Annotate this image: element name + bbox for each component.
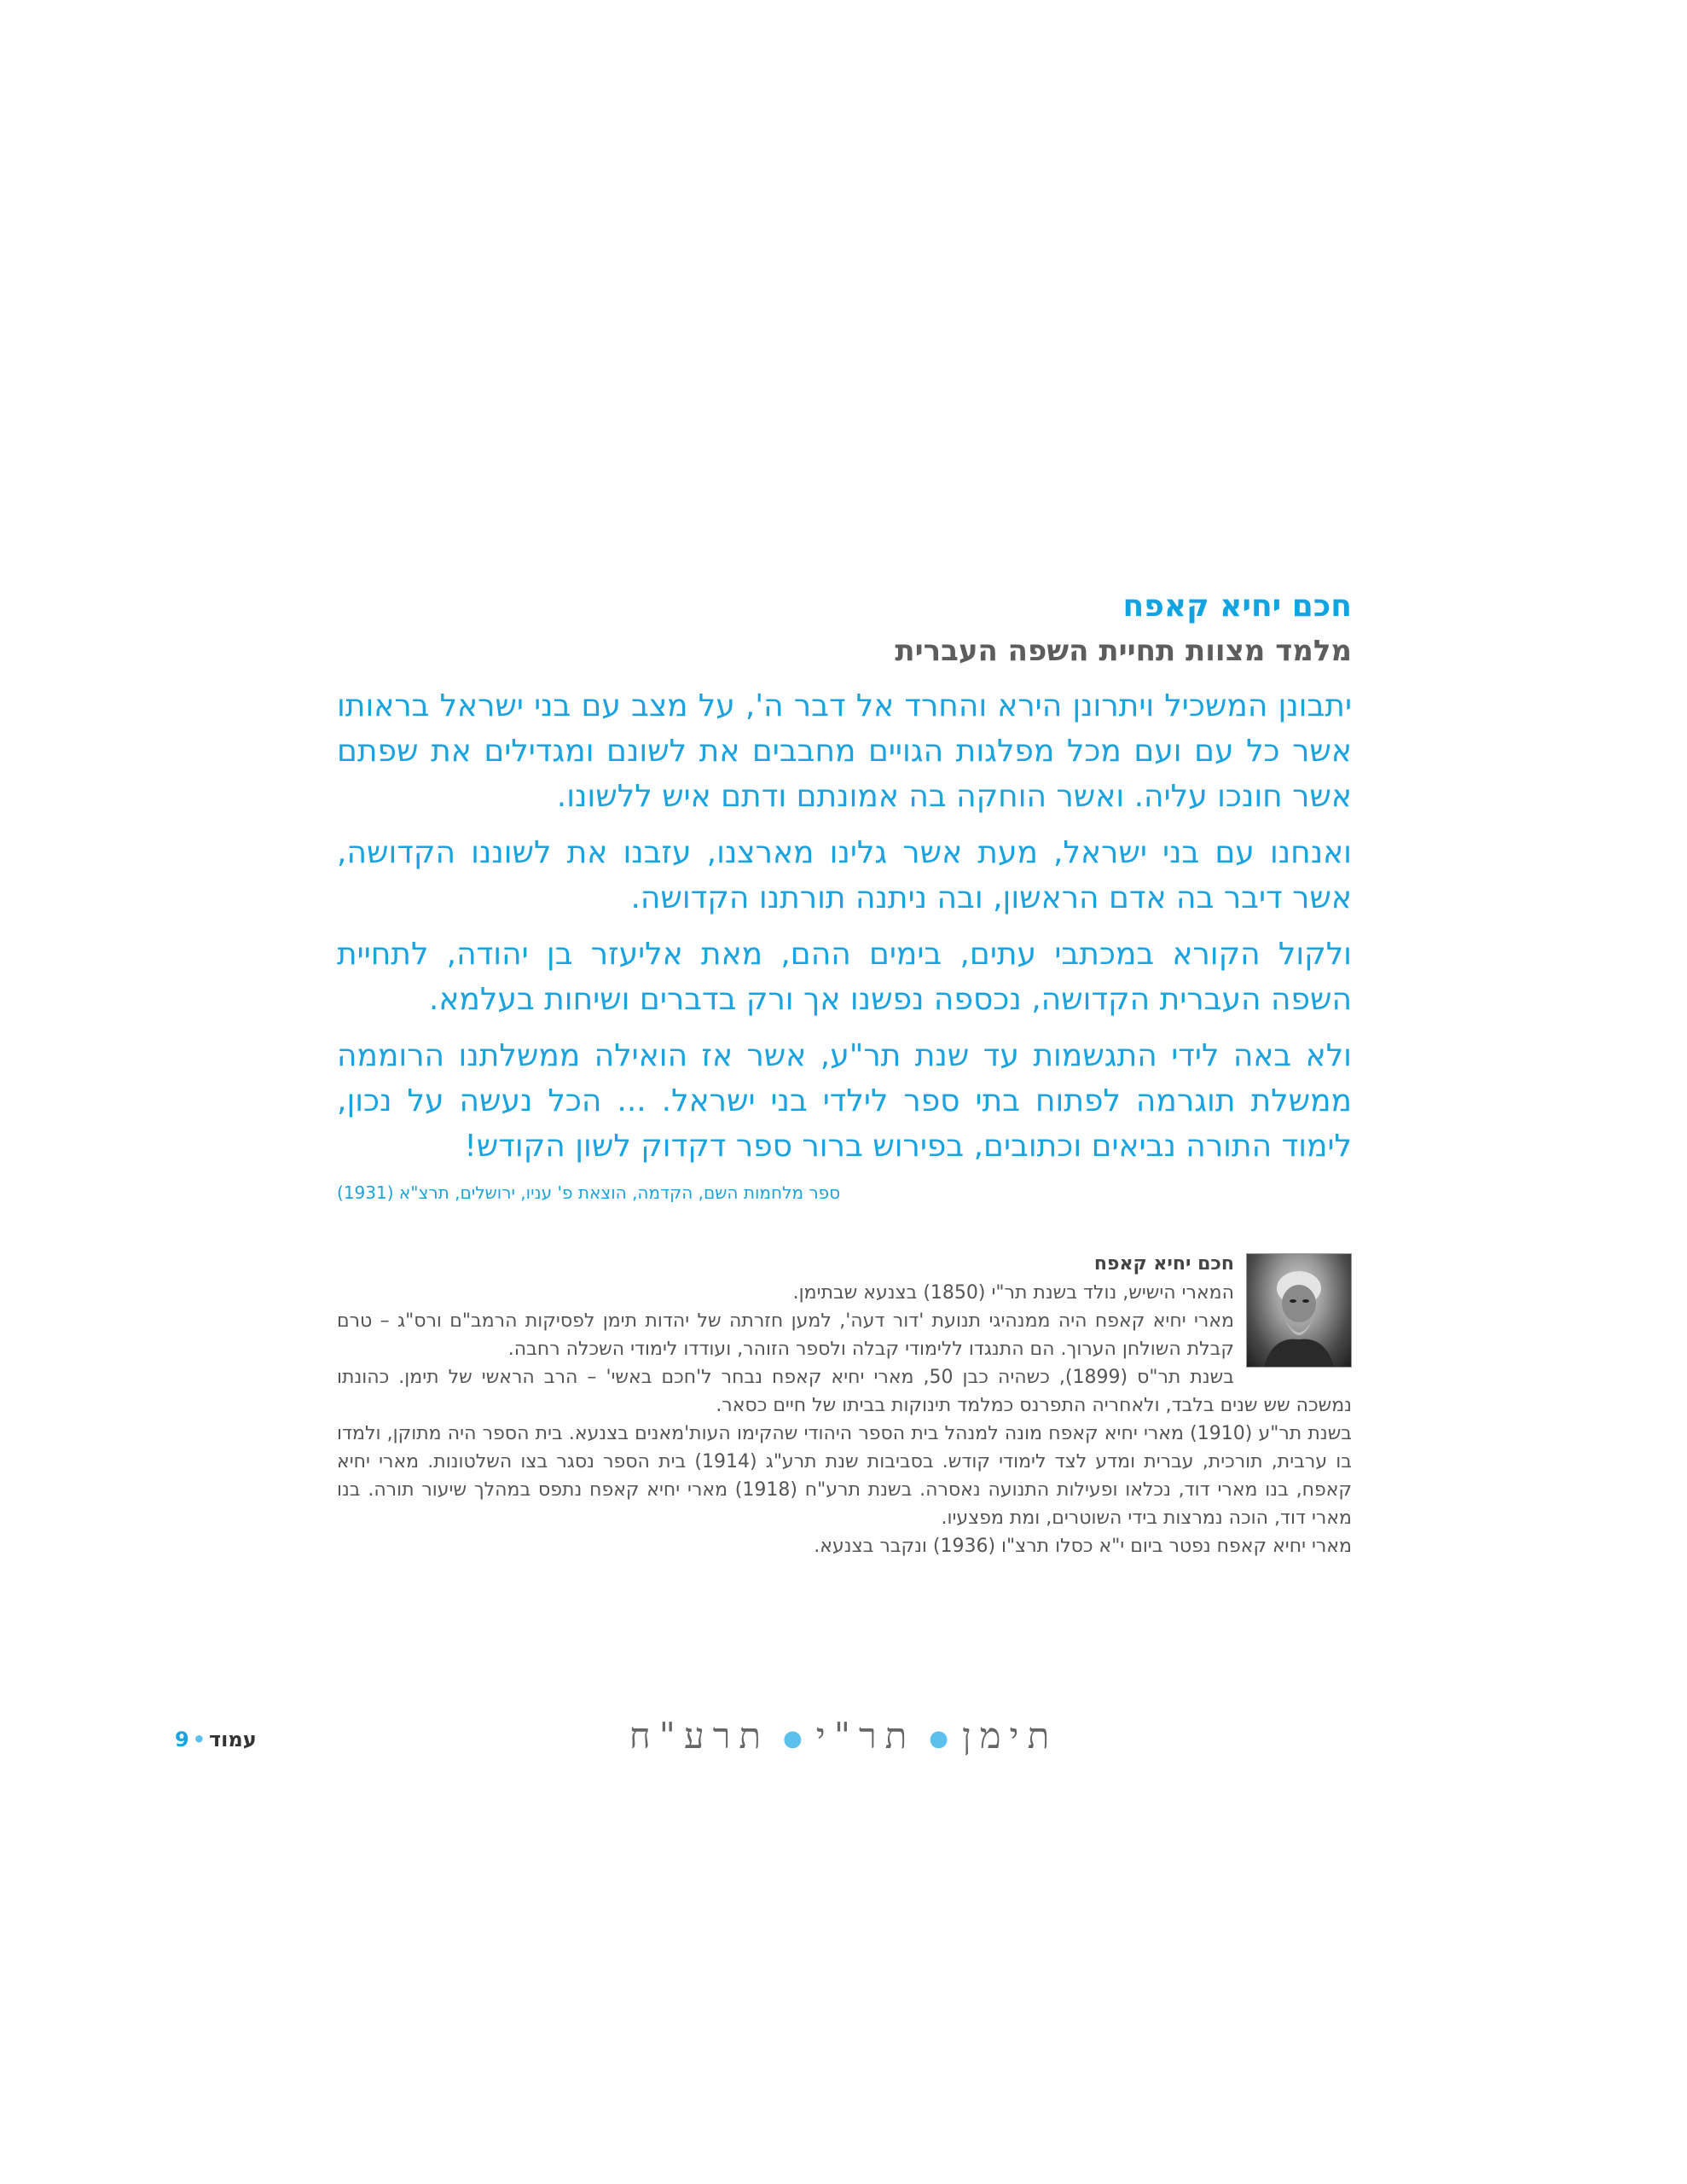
quote-paragraph: יתבונן המשכיל ויתרונן הירא והחרד אל דבר ה', על מצב עם בני ישראל בראותו אשר כל עם ועם מכל מפלגות הגויים מחבבים את לשונם ומגדילים את שפתם אשר חונכו עליה. ואשר הוחקה בה אמונתם ודתם איש ללשונו.	[337, 688, 1352, 814]
article-title: חכם יחיא קאפח	[1122, 589, 1352, 624]
bio-paragraph: מארי יחיא קאפח נפטר ביום י"א כסלו תרצ"ו (1936) ונקבר בצנעא.	[814, 1536, 1352, 1557]
separator-dot-icon: ●	[783, 1726, 803, 1751]
separator-dot-icon: •	[192, 1728, 206, 1751]
bio-paragraph: בשנת תר"ע (1910) מארי יחיא קאפח מונה למנהל בית הספר היהודי שהקימו העות'מאנים בצנעא. בית הספר היה מתוקן, ולמדו בו ערבית, תורכית, עברית ומדע לצד לימודי קודש. בסביבות שנת תרע"ג (1914) בית הספר נסגר בצו השלטונות. מארי יחיא קאפח, בנו מארי דוד, נכלאו ופעילות התנועה נאסרה. בשנת תרע"ח (1918) מארי יחיא קאפח נתפס במהלך שיעור תורה. בנו מארי דוד, הוכה נמרצות בידי השוטרים, ומת מפצעיו.	[337, 1423, 1353, 1529]
quote-paragraph: ולא באה לידי התגשמות עד שנת תר"ע, אשר אז הואילה ממשלתנו הרוממה ממשלת תוגרמה לפתוח בתי ספר לילדי בני ישראל. ... הכל נעשה על נכון, לימוד התורה נביאים וכתובים, בפירוש ברור ספר דקדוק לשון הקודש!	[337, 1038, 1352, 1164]
portrait-image	[1246, 1253, 1352, 1368]
book-title-part: תרע"ח	[629, 1715, 769, 1757]
bio-paragraph: מארי יחיא קאפח היה ממנהיגי תנועת 'דור דעה', למען חזרתה של יהדות תימן לפסיקות הרמב"ם ורס"ג – טרם קבלת השולחן הערוך. הם התנגדו ללימודי קבלה ולספר הזוהר, ועודדו לימודי השכלה רחבה.	[337, 1310, 1234, 1360]
page-number-value: 9	[175, 1728, 189, 1751]
bio-paragraph: בשנת תר"ס (1899), כשהיה כבן 50, מארי יחיא קאפח נבחר ל'חכם באשי' – הרב הראשי של תימן. כהונתו נמשכה שש שנים בלבד, ולאחריה התפרנס כמלמד תינוקות בביתו של חיים כסאר.	[337, 1367, 1352, 1416]
article-subtitle: מלמד מצוות תחיית השפה העברית	[895, 634, 1352, 668]
page-label: עמוד	[209, 1728, 257, 1751]
quote-block	[337, 683, 1352, 1205]
quote-paragraph: ולקול הקורא במכתבי עתים, בימים ההם, מאת אליעזר בן יהודה, לתחיית השפה העברית הקדושה, נכספה נפשנו אך ורק בדברים ושיחות בעלמא.	[337, 937, 1352, 1017]
book-title-part: תר"י	[815, 1715, 916, 1757]
page-number	[175, 1728, 257, 1751]
article	[337, 584, 1352, 1560]
quote-paragraph: ואנחנו עם בני ישראל, מעת אשר גלינו מארצנו, עזבנו את לשוננו הקדושה, אשר דיבר בה אדם הראשון, ובה ניתנה תורתנו הקדושה.	[337, 835, 1352, 915]
separator-dot-icon: ●	[929, 1726, 948, 1751]
portrait-photo-icon	[1247, 1254, 1351, 1367]
biography	[337, 1250, 1352, 1560]
bio-title: חכם יחיא קאפח	[1093, 1253, 1234, 1275]
quote-source: ספר מלחמות השם, הקדמה, הוצאת פ' עניו, ירושלים, תרצ"א (1931)	[337, 1182, 841, 1203]
book-title-part: תימן	[961, 1715, 1058, 1757]
bio-paragraph: המארי הישיש, נולד בשנת תר"י (1850) בצנעא שבתימן.	[792, 1282, 1234, 1304]
